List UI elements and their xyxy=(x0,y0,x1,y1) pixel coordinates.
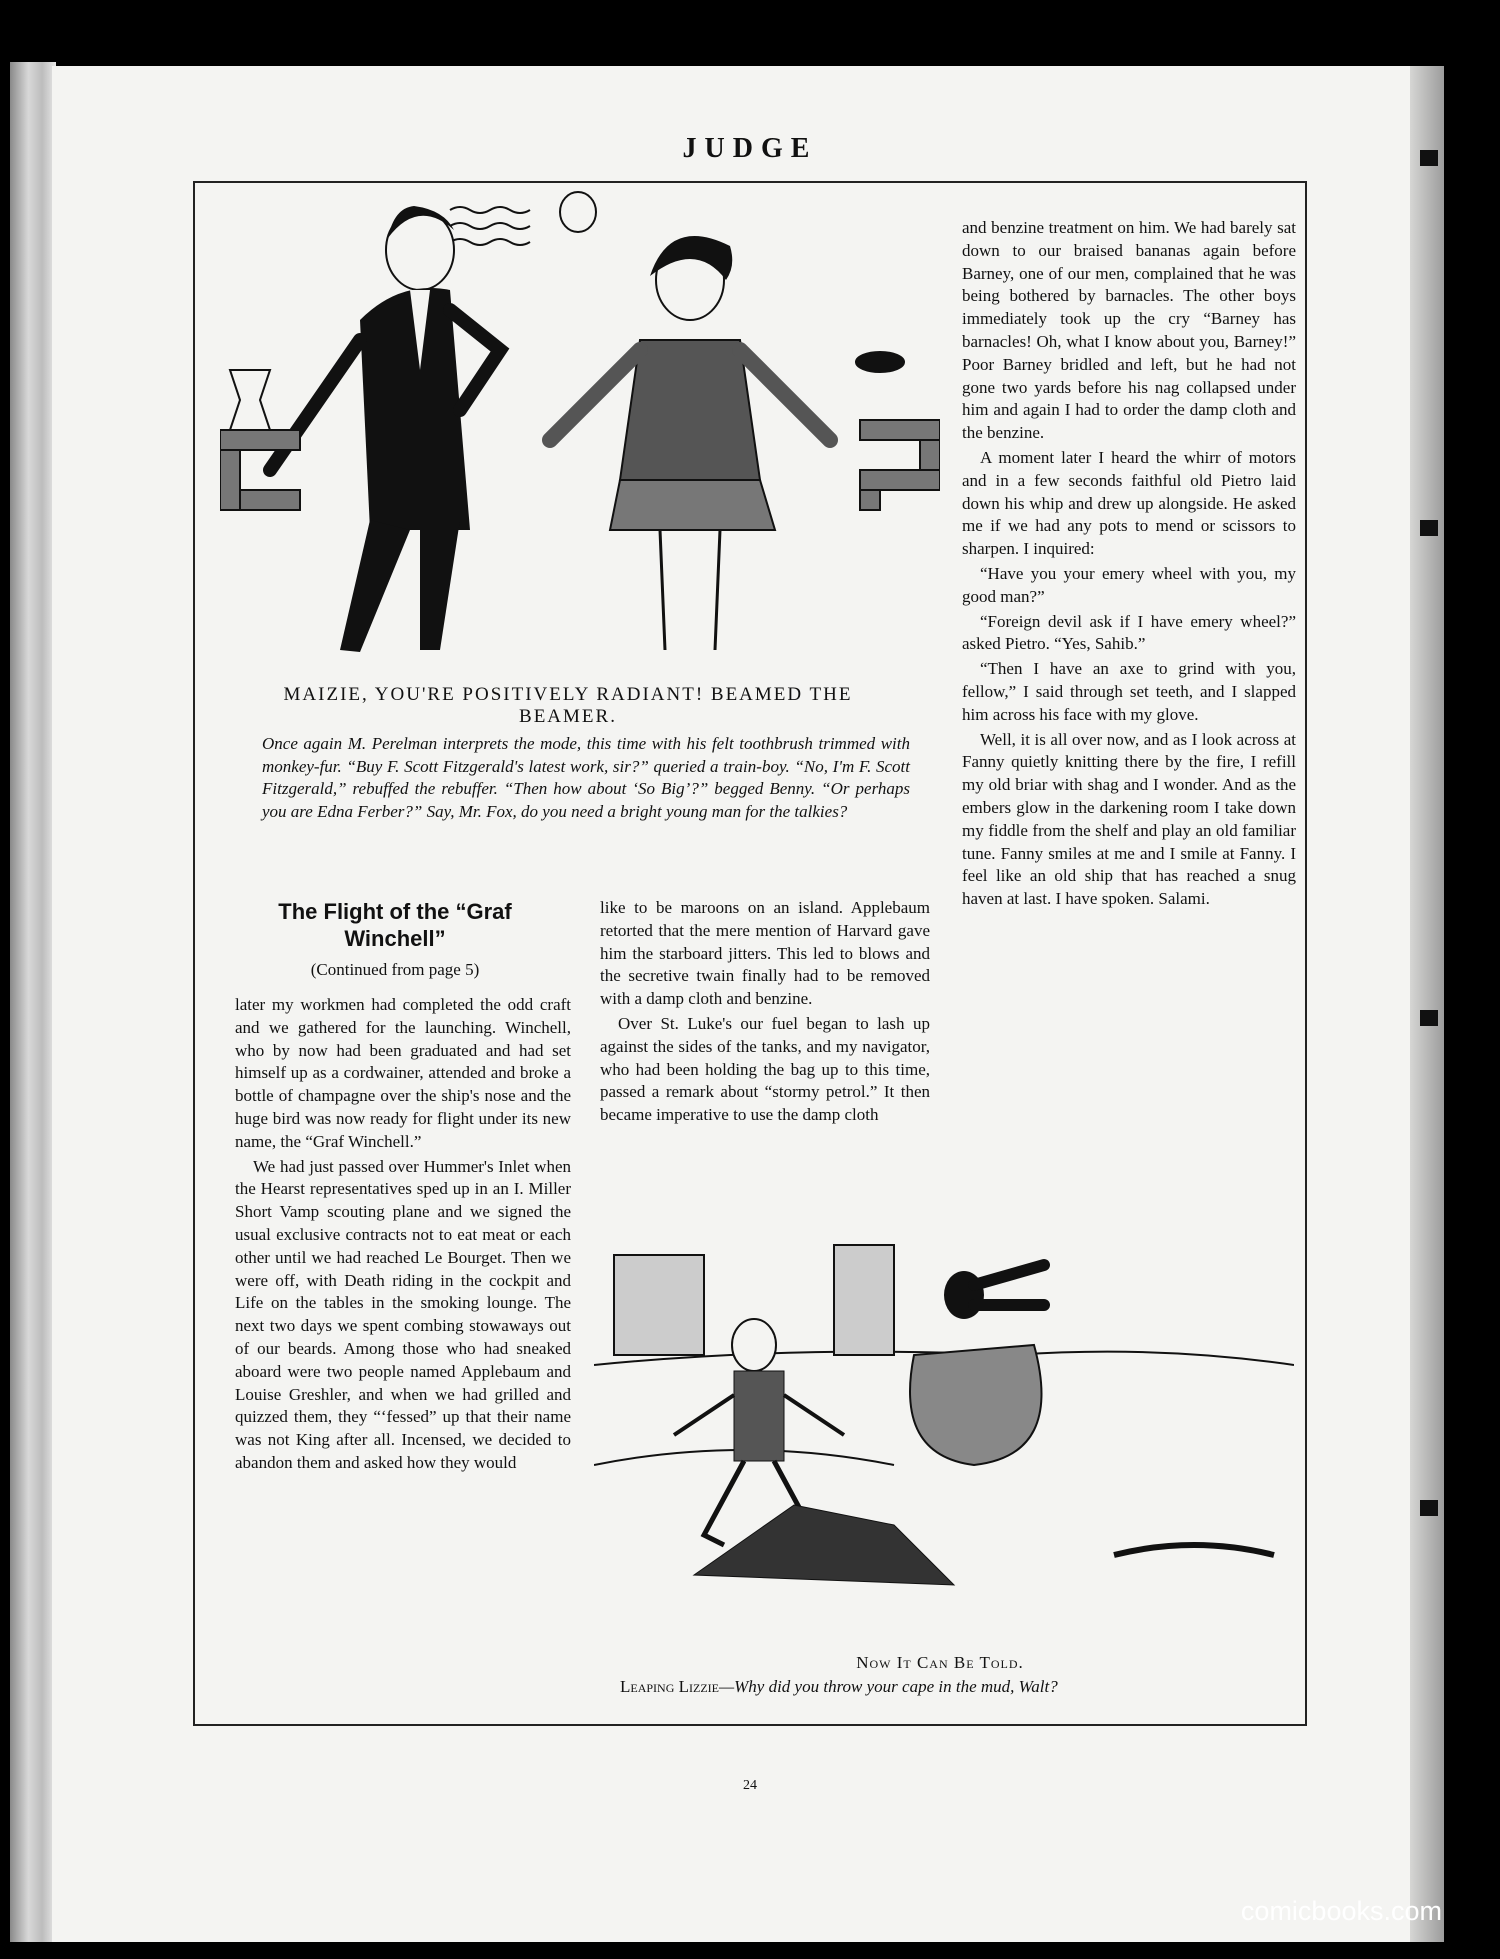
article-column-3 xyxy=(962,217,1296,913)
article-column-2 xyxy=(600,897,930,1129)
edge-tab xyxy=(1420,1010,1438,1026)
top-caption-title: MAIZIE, YOU'RE POSITIVELY RADIANT! BEAMED THE BEAMER. xyxy=(283,684,853,727)
masthead: JUDGE xyxy=(682,133,818,164)
page-number: 24 xyxy=(743,1778,757,1793)
paragraph: “Have you your emery wheel with you, my good man?” xyxy=(962,563,1296,606)
paragraph: Well, it is all over now, and as I look across at Fanny quietly knitting there by the fire, I refill my old briar with shag and I wonder. And as the embers glow in the darkening room I take down my fiddle from the shelf and play an old familiar tune. Fanny smiles at me and I smile at Fanny. I feel like an old ship that has reached a snug haven at last. I have spoken. Salami. xyxy=(962,729,1296,909)
page-right-edge xyxy=(1410,66,1444,1942)
book-spine-edge xyxy=(10,62,56,1942)
bottom-caption-title: Now It Can Be Told. xyxy=(856,1653,1024,1672)
bottom-illustration xyxy=(594,1195,1294,1645)
woman-figure xyxy=(550,236,830,650)
top-caption-body: Once again M. Perelman interprets the mode, this time with his felt toothbrush trimmed with monkey-fur. “Buy F. Scott Fitzgerald's latest work, sir?” queried a train-boy. “No, I'm F. Scott Fitzgerald,” rebuffed the rebuffer. “Then how about ‘So Big’?” begged Benny. “Or perhaps you are Edna Ferber?” Say, Mr. Fox, do you need a bright young man for the talkies? xyxy=(262,734,910,821)
man-figure xyxy=(270,206,500,652)
article-column-1 xyxy=(235,994,571,1477)
paragraph: We had just passed over Hummer's Inlet when the Hearst representatives sped up in an I. Miller Short Vamp scouting plane and we signed the usual exclusive contracts not to eat meat or each other until we had reached Le Bourget. Then we were off, with Death riding in the cockpit and Life on the tables in the smoking lounge. The next two days we spent combing stowaways out of our beards. Among those who had sneaked aboard were two people named Applebaum and Louise Greshler, and when we had grilled and quizzed them, they “‘fessed” up that their name was not King after all. Incensed, we decided to abandon them and asked how they would xyxy=(235,1156,571,1472)
paragraph: A moment later I heard the whirr of motors and in a few seconds faithful old Pietro laid down his whip and drew up alongside. He asked me if we had any pots to mend or scissors to sharpen. I inquired: xyxy=(962,447,1296,559)
paragraph: like to be maroons on an island. Applebaum retorted that the mere mention of Harvard gave him the starboard jitters. This led to blows and the secretive twain finally had to be removed with a damp cloth and benzine. xyxy=(600,898,930,1009)
edge-tab xyxy=(1420,1500,1438,1516)
top-illustration xyxy=(220,190,940,670)
bottom-caption-body xyxy=(620,1676,1260,1698)
caption-speaker: Leaping Lizzie xyxy=(620,1677,719,1696)
article-title: The Flight of the “Graf Winchell” xyxy=(278,899,512,951)
paragraph: “Then I have an axe to grind with you, fellow,” I said through set teeth, and I slapped him across his face with my glove. xyxy=(962,659,1296,724)
edge-tab xyxy=(1420,520,1438,536)
lizzie-figure xyxy=(910,1265,1044,1465)
paragraph: and benzine treatment on him. We had barely sat down to our braised bananas again before Barney, one of our men, complained that he was being bothered by barnacles. The other boys immediately took up the cry “Barney has barnacles! Oh, what I know about you, Barney!” Poor Barney bridled and left, but he had not gone two yards before his nag collapsed under him and again I had to order the damp cloth and the benzine. xyxy=(962,218,1296,443)
pedestal-left xyxy=(220,370,300,510)
paragraph: later my workmen had completed the odd craft and we gathered for the launching. Winchell, who by now had been graduated and had set himself up as a cordwainer, attended and broke a bottle of champagne over the ship's nose and the huge bird was now ready for flight under its new name, the “Graf Winchell.” xyxy=(235,995,571,1151)
watermark: comicbooks.com xyxy=(1240,1896,1442,1926)
mud-puddle xyxy=(694,1505,954,1585)
continued-note: (Continued from page 5) xyxy=(310,960,480,979)
paragraph: Over St. Luke's our fuel began to lash up against the sides of the tanks, and my navigator, who had been holding the bag up to this time, passed a remark about “stormy petrol.” It then became imperative to use the damp cloth xyxy=(600,1013,930,1125)
caption-dialogue: —Why did you throw your cape in the mud, Walt? xyxy=(719,1677,1058,1696)
paragraph: “Foreign devil ask if I have emery wheel?” asked Pietro. “Yes, Sahib.” xyxy=(962,611,1296,654)
pedestal-right xyxy=(856,352,940,510)
